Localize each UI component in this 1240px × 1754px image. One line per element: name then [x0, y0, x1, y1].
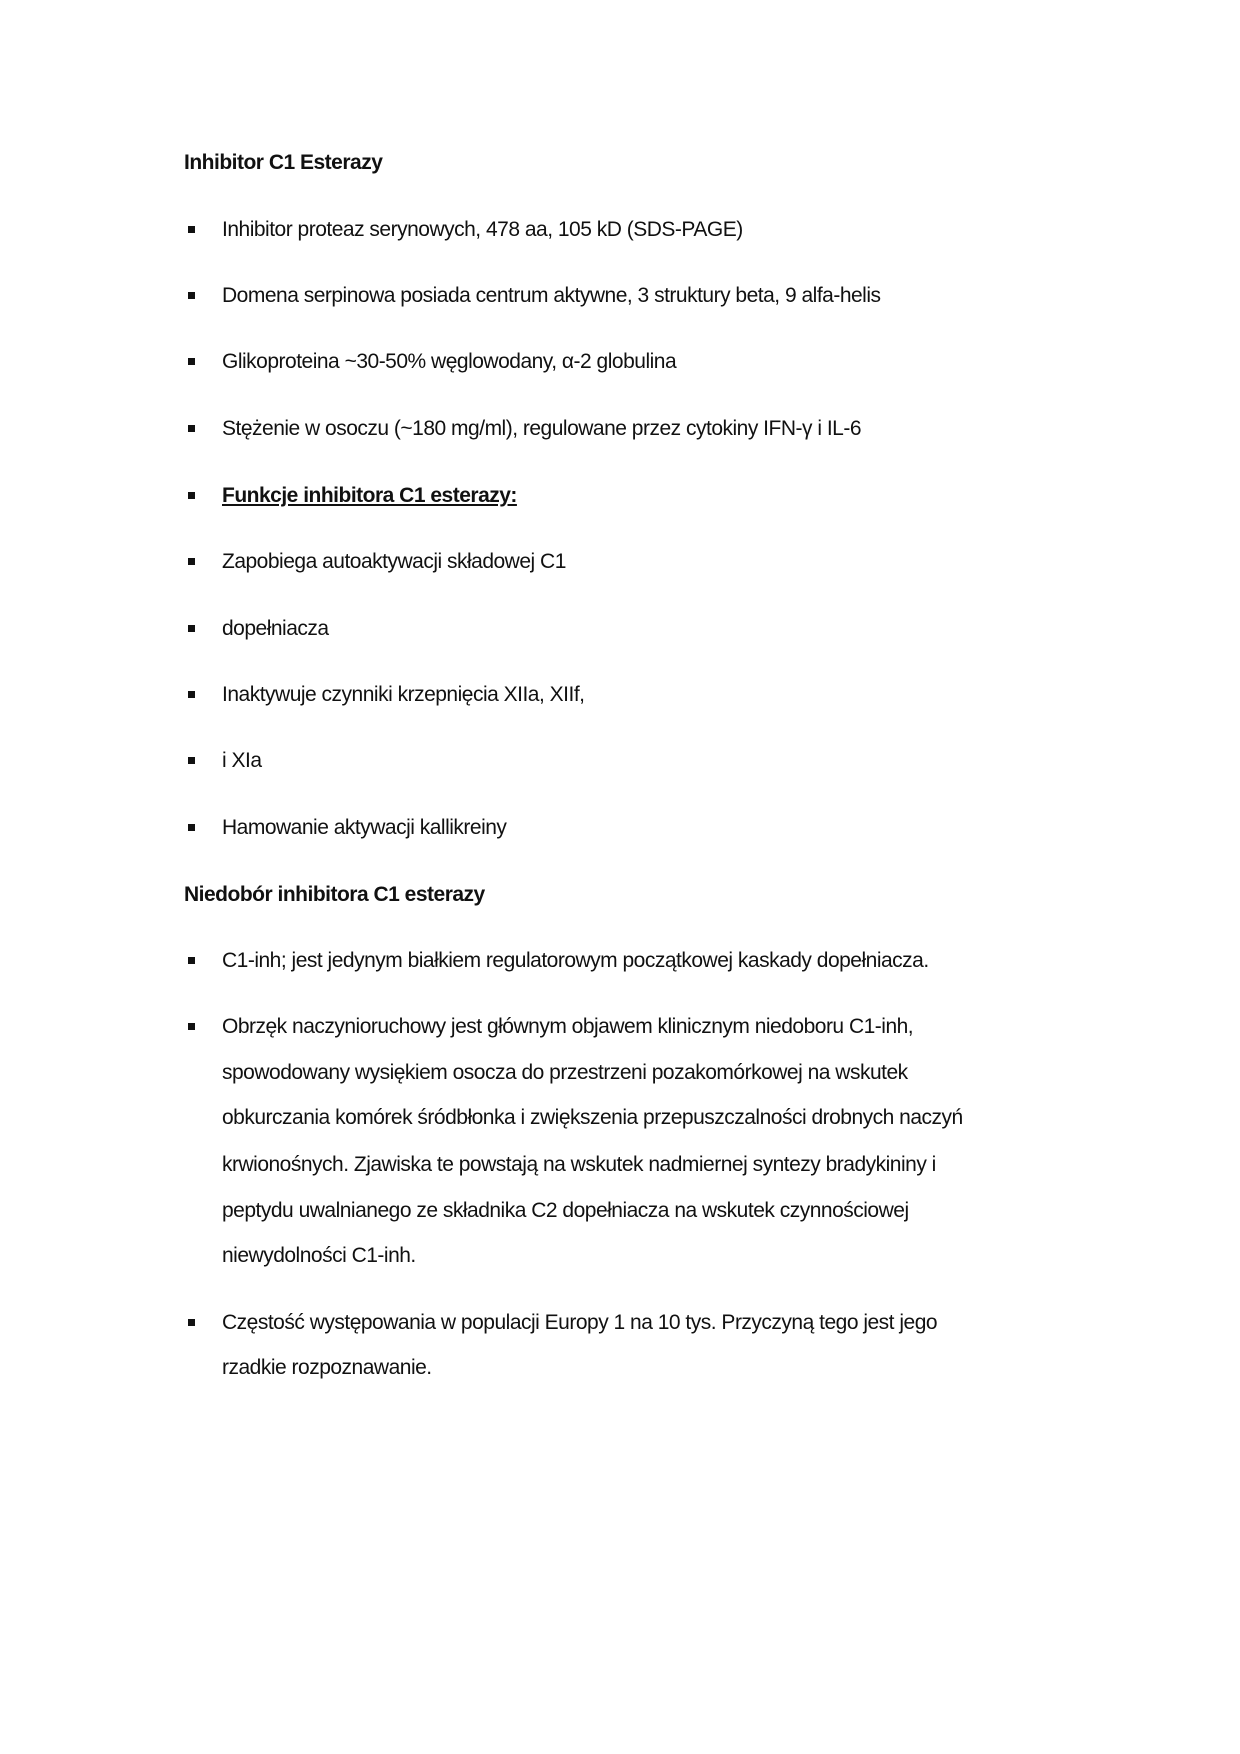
list-item: Hamowanie aktywacji kallikreiny [222, 816, 507, 839]
list-item-subheading: Funkcje inhibitora C1 esterazy: [222, 484, 517, 507]
list-item: C1-inh; jest jedynym białkiem regulatorowym początkowej kaskady dopełniacza. [222, 949, 929, 972]
bullet-icon [188, 824, 195, 831]
list-item: Domena serpinowa posiada centrum aktywne, 3 struktury beta, 9 alfa-helis [222, 284, 881, 307]
heading-niedobor: Niedobór inhibitora C1 esterazy [184, 883, 485, 906]
bullet-icon [188, 691, 195, 698]
paragraph-line: rzadkie rozpoznawanie. [222, 1356, 432, 1379]
list-item: Stężenie w osoczu (~180 mg/ml), regulowane przez cytokiny IFN-γ i IL-6 [222, 417, 862, 440]
bullet-icon [188, 1023, 195, 1030]
bullet-icon [188, 425, 195, 432]
list-item: Glikoproteina ~30-50% węglowodany, α-2 globulina [222, 350, 677, 373]
list-item: dopełniacza [222, 617, 329, 640]
bullet-icon [188, 292, 195, 299]
bullet-icon [188, 226, 195, 233]
list-item: Inaktywuje czynniki krzepnięcia XIIa, XIIf, [222, 683, 585, 706]
paragraph-line: Obrzęk naczynioruchowy jest głównym objawem klinicznym niedoboru C1-inh, [222, 1015, 914, 1038]
list-item: Inhibitor proteaz serynowych, 478 aa, 105 kD (SDS-PAGE) [222, 218, 743, 241]
paragraph-line: spowodowany wysiękiem osocza do przestrzeni pozakomórkowej na wskutek [222, 1061, 908, 1084]
list-item: i XIa [222, 749, 262, 772]
paragraph-line: niewydolności C1-inh. [222, 1244, 416, 1267]
paragraph-line: Częstość występowania w populacji Europy 1 na 10 tys. Przyczyną tego jest jego [222, 1311, 938, 1334]
paragraph-line: krwionośnych. Zjawiska te powstają na wskutek nadmiernej syntezy bradykininy i [222, 1153, 936, 1176]
bullet-icon [188, 957, 195, 964]
bullet-icon [188, 358, 195, 365]
paragraph-line: peptydu uwalnianego ze składnika C2 dopełniacza na wskutek czynnościowej [222, 1199, 909, 1222]
paragraph-line: obkurczania komórek śródbłonka i zwiększenia przepuszczalności drobnych naczyń [222, 1106, 963, 1129]
heading-inhibitor-c1-esterazy: Inhibitor C1 Esterazy [184, 151, 383, 174]
bullet-icon [188, 492, 195, 499]
bullet-icon [188, 625, 195, 632]
bullet-icon [188, 1319, 195, 1326]
bullet-icon [188, 558, 195, 565]
list-item: Zapobiega autoaktywacji składowej C1 [222, 550, 566, 573]
bullet-icon [188, 757, 195, 764]
